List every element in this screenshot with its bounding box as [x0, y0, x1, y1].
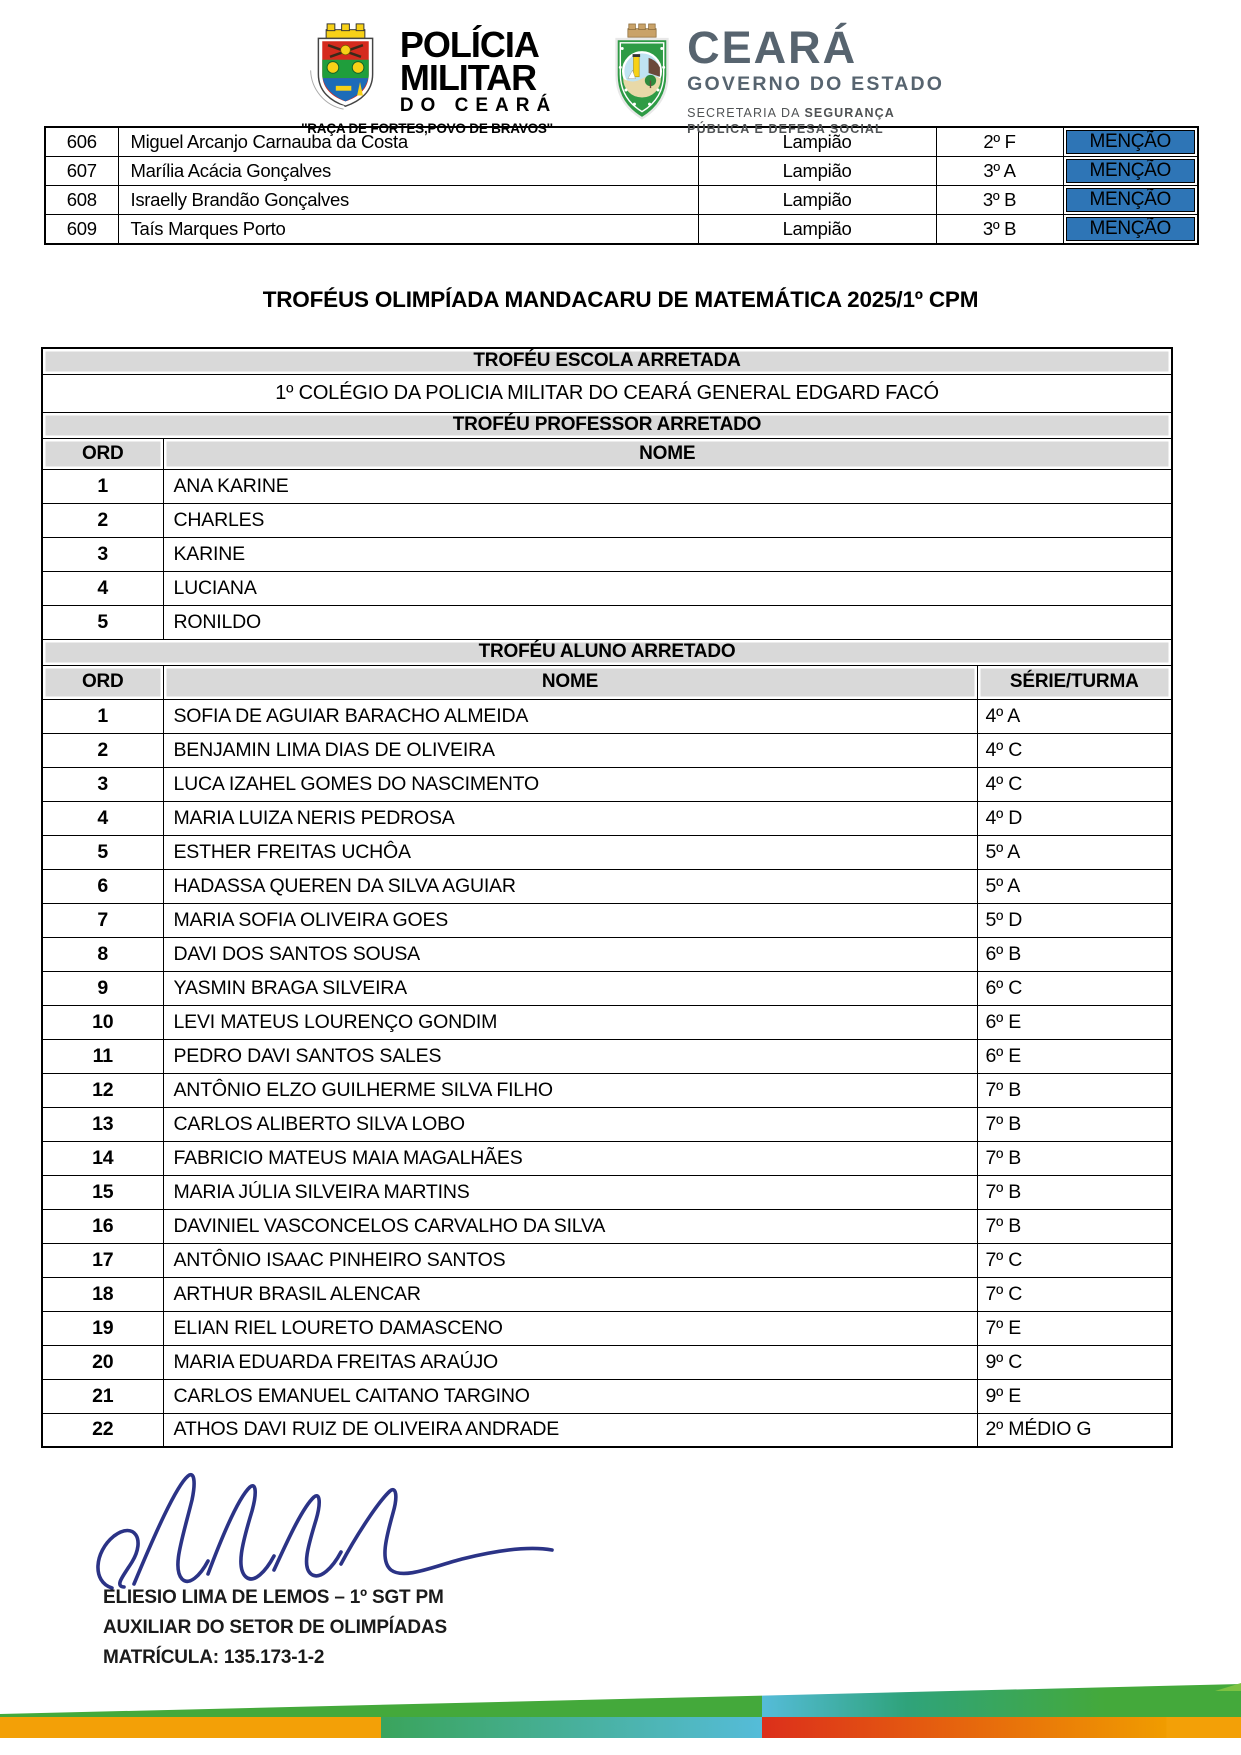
aluno-name-cell: MARIA LUIZA NERIS PEDROSA	[163, 801, 977, 835]
serie-cell: 7º B	[977, 1209, 1172, 1243]
aluno-row	[42, 699, 1172, 733]
student-name-cell: Taís Marques Porto	[118, 215, 698, 245]
ord-cell: 20	[42, 1345, 163, 1379]
aluno-name-cell: MARIA SOFIA OLIVEIRA GOES	[163, 903, 977, 937]
professor-row	[42, 571, 1172, 605]
serie-cell: 9º C	[977, 1345, 1172, 1379]
aluno-section-header	[42, 639, 1172, 665]
aluno-row	[42, 1005, 1172, 1039]
aluno-name-cell: ARTHUR BRASIL ALENCAR	[163, 1277, 977, 1311]
header-logos	[0, 0, 1241, 137]
serie-cell: 7º B	[977, 1141, 1172, 1175]
aluno-name-cell: HADASSA QUEREN DA SILVA AGUIAR	[163, 869, 977, 903]
mention-table-row	[45, 157, 1198, 186]
aluno-name-cell: DAVI DOS SANTOS SOUSA	[163, 937, 977, 971]
ord-cell: 7	[42, 903, 163, 937]
pmce-title-line2: MILITAR	[399, 57, 537, 99]
col-nome: NOME	[163, 665, 977, 699]
serie-cell: 7º C	[977, 1243, 1172, 1277]
professor-row	[42, 469, 1172, 503]
aluno-row	[42, 869, 1172, 903]
student-name-cell: Marília Acácia Gonçalves	[118, 157, 698, 186]
pmce-slogan: ''RAÇA DE FORTES,POVO DE BRAVOS''	[301, 121, 553, 136]
serie-cell: 5º A	[977, 835, 1172, 869]
aluno-row	[42, 835, 1172, 869]
aluno-name-cell: SOFIA DE AGUIAR BARACHO ALMEIDA	[163, 699, 977, 733]
ord-cell: 2	[42, 733, 163, 767]
serie-cell: 2º MÉDIO G	[977, 1413, 1172, 1447]
signature-block	[103, 1583, 447, 1673]
ord-cell: 609	[45, 215, 118, 245]
ceara-title: CEARÁ	[687, 22, 858, 73]
aluno-column-header	[42, 665, 1172, 699]
col-ord: ORD	[42, 665, 163, 699]
aluno-name-cell: LUCA IZAHEL GOMES DO NASCIMENTO	[163, 767, 977, 801]
pmce-crest-icon	[297, 20, 394, 117]
pmce-title-line3: DO CEARÁ	[399, 95, 558, 117]
ceara-shield-icon	[609, 20, 675, 131]
ord-cell: 21	[42, 1379, 163, 1413]
ord-cell: 22	[42, 1413, 163, 1447]
ord-cell: 17	[42, 1243, 163, 1277]
dept-line1-normal: SECRETARIA DA	[687, 105, 805, 120]
ord-cell: 3	[42, 537, 163, 571]
serie-cell: 5º A	[977, 869, 1172, 903]
aluno-row	[42, 1345, 1172, 1379]
trophies-table	[41, 347, 1173, 1448]
ord-cell: 1	[42, 699, 163, 733]
ord-cell: 12	[42, 1073, 163, 1107]
serie-cell: 6º E	[977, 1039, 1172, 1073]
aluno-row	[42, 1141, 1172, 1175]
ord-cell: 4	[42, 801, 163, 835]
pmce-title	[400, 20, 557, 115]
aluno-header-label: TROFÉU ALUNO ARRETADO	[42, 639, 1172, 665]
aluno-name-cell: CARLOS EMANUEL CAITANO TARGINO	[163, 1379, 977, 1413]
professor-name-cell: KARINE	[163, 537, 1172, 571]
aluno-name-cell: ANTÔNIO ISAAC PINHEIRO SANTOS	[163, 1243, 977, 1277]
serie-cell: 7º E	[977, 1311, 1172, 1345]
serie-cell: 7º B	[977, 1175, 1172, 1209]
aluno-name-cell: ELIAN RIEL LOURETO DAMASCENO	[163, 1311, 977, 1345]
aluno-name-cell: FABRICIO MATEUS MAIA MAGALHÃES	[163, 1141, 977, 1175]
mention-table-row	[45, 186, 1198, 215]
aluno-row	[42, 1107, 1172, 1141]
escola-header-label: TROFÉU ESCOLA ARRETADA	[42, 348, 1172, 374]
serie-cell: 4º D	[977, 801, 1172, 835]
award-cell	[1063, 157, 1198, 186]
aluno-row	[42, 1413, 1172, 1447]
school-cell: Lampião	[698, 215, 936, 245]
serie-cell: 5º D	[977, 903, 1172, 937]
ord-cell: 10	[42, 1005, 163, 1039]
ord-cell: 3	[42, 767, 163, 801]
aluno-name-cell: YASMIN BRAGA SILVEIRA	[163, 971, 977, 1005]
ord-cell: 607	[45, 157, 118, 186]
mention-table-row	[45, 215, 1198, 245]
footer-wedge	[0, 1684, 1241, 1717]
ord-cell: 15	[42, 1175, 163, 1209]
turma-cell: 2º F	[936, 127, 1063, 157]
ord-cell: 5	[42, 605, 163, 639]
ord-cell: 6	[42, 869, 163, 903]
mention-table	[44, 126, 1199, 245]
escola-winner-row	[42, 374, 1172, 412]
ceara-logo	[609, 20, 944, 138]
col-nome: NOME	[163, 438, 1172, 469]
professor-name-cell: LUCIANA	[163, 571, 1172, 605]
serie-cell: 7º B	[977, 1073, 1172, 1107]
turma-cell: 3º B	[936, 186, 1063, 215]
aluno-row	[42, 1277, 1172, 1311]
professor-row	[42, 537, 1172, 571]
ord-cell: 5	[42, 835, 163, 869]
serie-cell: 4º A	[977, 699, 1172, 733]
award-cell	[1063, 127, 1198, 157]
professor-name-cell: ANA KARINE	[163, 469, 1172, 503]
aluno-name-cell: MARIA JÚLIA SILVEIRA MARTINS	[163, 1175, 977, 1209]
turma-cell: 3º A	[936, 157, 1063, 186]
col-serie: SÉRIE/TURMA	[977, 665, 1172, 699]
dept-line2: PÚBLICA E DEFESA SOCIAL	[687, 122, 884, 137]
serie-cell: 9º E	[977, 1379, 1172, 1413]
aluno-row	[42, 1209, 1172, 1243]
aluno-name-cell: DAVINIEL VASCONCELOS CARVALHO DA SILVA	[163, 1209, 977, 1243]
serie-cell: 6º E	[977, 1005, 1172, 1039]
professor-row	[42, 503, 1172, 537]
ord-cell: 8	[42, 937, 163, 971]
serie-cell: 7º C	[977, 1277, 1172, 1311]
award-badge: MENÇÃO	[1066, 159, 1196, 183]
serie-cell: 4º C	[977, 733, 1172, 767]
serie-cell: 4º C	[977, 767, 1172, 801]
footer-ribbon	[0, 1684, 1241, 1738]
dept-line1-bold: SEGURANÇA	[804, 105, 895, 120]
award-badge: MENÇÃO	[1066, 188, 1196, 212]
award-cell	[1063, 186, 1198, 215]
pmce-title-line1: POLÍCIA	[399, 24, 539, 65]
aluno-row	[42, 1073, 1172, 1107]
student-name-cell: Israelly Brandão Gonçalves	[118, 186, 698, 215]
professor-column-header	[42, 438, 1172, 469]
aluno-name-cell: CARLOS ALIBERTO SILVA LOBO	[163, 1107, 977, 1141]
school-cell: Lampião	[698, 127, 936, 157]
col-ord: ORD	[42, 438, 163, 469]
aluno-name-cell: BENJAMIN LIMA DIAS DE OLIVEIRA	[163, 733, 977, 767]
aluno-row	[42, 903, 1172, 937]
professor-header-label: TROFÉU PROFESSOR ARRETADO	[42, 412, 1172, 438]
aluno-row	[42, 971, 1172, 1005]
aluno-row	[42, 937, 1172, 971]
school-cell: Lampião	[698, 157, 936, 186]
ord-cell: 19	[42, 1311, 163, 1345]
ceara-subtitle: GOVERNO DO ESTADO	[687, 72, 945, 95]
pmce-logo	[297, 20, 557, 136]
page-title: TROFÉUS OLIMPÍADA MANDACARU DE MATEMÁTICA 2025/1º CPM	[262, 287, 979, 312]
ord-cell: 13	[42, 1107, 163, 1141]
aluno-row	[42, 1311, 1172, 1345]
aluno-name-cell: ATHOS DAVI RUIZ DE OLIVEIRA ANDRADE	[163, 1413, 977, 1447]
signature-name: ELIESIO LIMA DE LEMOS – 1º SGT PM	[103, 1587, 444, 1608]
award-badge: MENÇÃO	[1066, 130, 1196, 154]
serie-cell: 7º B	[977, 1107, 1172, 1141]
ord-cell: 1	[42, 469, 163, 503]
escola-section-header	[42, 348, 1172, 374]
signature-matricula: MATRÍCULA: 135.173-1-2	[103, 1647, 325, 1668]
ord-cell: 14	[42, 1141, 163, 1175]
aluno-row	[42, 767, 1172, 801]
escola-winner-label: 1º COLÉGIO DA POLICIA MILITAR DO CEARÁ GENERAL EDGARD FACÓ	[42, 374, 1172, 412]
aluno-row	[42, 1243, 1172, 1277]
signature-role: AUXILIAR DO SETOR DE OLIMPÍADAS	[103, 1617, 447, 1638]
aluno-name-cell: MARIA EDUARDA FREITAS ARAÚJO	[163, 1345, 977, 1379]
footer-stripe	[0, 1717, 1241, 1738]
aluno-name-cell: ANTÔNIO ELZO GUILHERME SILVA FILHO	[163, 1073, 977, 1107]
school-cell: Lampião	[698, 186, 936, 215]
ord-cell: 18	[42, 1277, 163, 1311]
ord-cell: 608	[45, 186, 118, 215]
ord-cell: 606	[45, 127, 118, 157]
award-cell	[1063, 215, 1198, 245]
aluno-name-cell: ESTHER FREITAS UCHÔA	[163, 835, 977, 869]
professor-name-cell: RONILDO	[163, 605, 1172, 639]
aluno-row	[42, 733, 1172, 767]
aluno-row	[42, 1175, 1172, 1209]
serie-cell: 6º C	[977, 971, 1172, 1005]
aluno-row	[42, 801, 1172, 835]
student-name-cell: Miguel Arcanjo Carnauba da Costa	[118, 127, 698, 157]
aluno-row	[42, 1379, 1172, 1413]
professor-name-cell: CHARLES	[163, 503, 1172, 537]
aluno-name-cell: PEDRO DAVI SANTOS SALES	[163, 1039, 977, 1073]
aluno-name-cell: LEVI MATEUS LOURENÇO GONDIM	[163, 1005, 977, 1039]
aluno-row	[42, 1039, 1172, 1073]
ord-cell: 4	[42, 571, 163, 605]
award-badge: MENÇÃO	[1066, 217, 1196, 241]
serie-cell: 6º B	[977, 937, 1172, 971]
professor-section-header	[42, 412, 1172, 438]
ord-cell: 16	[42, 1209, 163, 1243]
ord-cell: 11	[42, 1039, 163, 1073]
turma-cell: 3º B	[936, 215, 1063, 245]
ord-cell: 9	[42, 971, 163, 1005]
professor-row	[42, 605, 1172, 639]
ord-cell: 2	[42, 503, 163, 537]
